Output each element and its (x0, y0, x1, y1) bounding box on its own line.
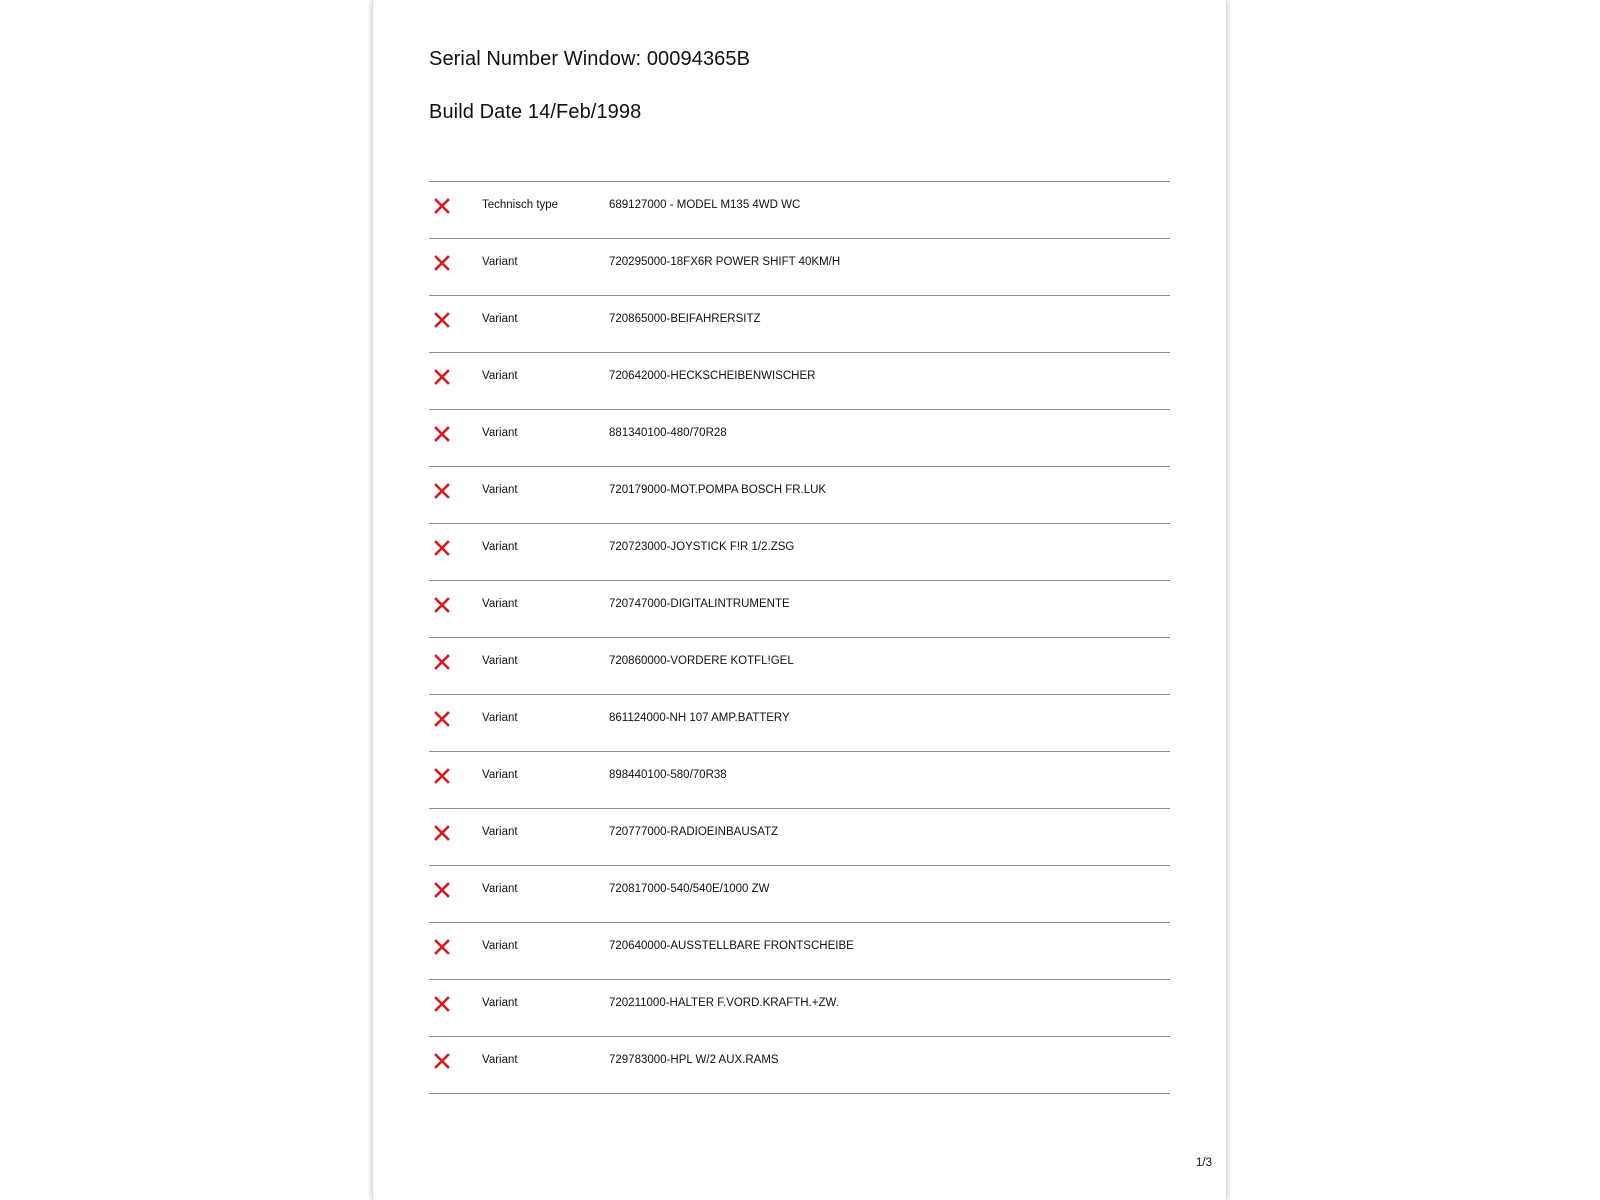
row-value: 720211000-HALTER F.VORD.KRAFTH.+ZW. (609, 997, 839, 1009)
row-value: 720817000-540/540E/1000 ZW (609, 883, 770, 895)
row-value: 720747000-DIGITALINTRUMENTE (609, 598, 790, 610)
build-date-title: Build Date 14/Feb/1998 (429, 101, 642, 123)
row-type: Variant (482, 484, 518, 496)
row-type: Variant (482, 313, 518, 325)
row-type: Variant (482, 997, 518, 1009)
variant-table (429, 181, 1170, 1094)
table-row (429, 1037, 1170, 1094)
row-value: 720179000-MOT.POMPA BOSCH FR.LUK (609, 484, 827, 496)
row-value: 881340100-480/70R28 (609, 427, 727, 439)
table-row (429, 752, 1170, 809)
table-row (429, 581, 1170, 638)
page-number: 1/3 (1196, 1157, 1212, 1169)
close-x-icon (433, 254, 451, 272)
table-row (429, 866, 1170, 923)
row-type: Variant (482, 541, 518, 553)
table-row (429, 353, 1170, 410)
close-x-icon (433, 995, 451, 1013)
close-x-icon (433, 596, 451, 614)
close-x-icon (433, 197, 451, 215)
table-row (429, 296, 1170, 353)
row-type: Variant (482, 940, 518, 952)
close-x-icon (433, 539, 451, 557)
row-type: Variant (482, 712, 518, 724)
table-row (429, 239, 1170, 296)
row-type: Variant (482, 370, 518, 382)
row-value: 720777000-RADIOEINBAUSATZ (609, 826, 779, 838)
row-value: 720723000-JOYSTICK F!R 1/2.ZSG (609, 541, 795, 553)
table-row (429, 923, 1170, 980)
close-x-icon (433, 482, 451, 500)
close-x-icon (433, 824, 451, 842)
row-value: 898440100-580/70R38 (609, 769, 727, 781)
serial-number-title: Serial Number Window: 00094365B (429, 48, 751, 70)
row-value: 729783000-HPL W/2 AUX.RAMS (609, 1054, 779, 1066)
table-row (429, 410, 1170, 467)
row-type: Technisch type (482, 199, 559, 211)
table-row (429, 980, 1170, 1037)
row-value: 689127000 - MODEL M135 4WD WC (609, 199, 801, 211)
row-type: Variant (482, 256, 518, 268)
close-x-icon (433, 767, 451, 785)
close-x-icon (433, 710, 451, 728)
row-type: Variant (482, 655, 518, 667)
row-value: 720642000-HECKSCHEIBENWISCHER (609, 370, 816, 382)
table-row (429, 182, 1170, 239)
close-x-icon (433, 938, 451, 956)
row-value: 720860000-VORDERE KOTFL!GEL (609, 655, 794, 667)
table-row (429, 809, 1170, 866)
table-row (429, 467, 1170, 524)
row-value: 720640000-AUSSTELLBARE FRONTSCHEIBE (609, 940, 854, 952)
row-type: Variant (482, 1054, 518, 1066)
row-type: Variant (482, 883, 518, 895)
row-type: Variant (482, 826, 518, 838)
row-type: Variant (482, 427, 518, 439)
row-type: Variant (482, 598, 518, 610)
table-row (429, 695, 1170, 752)
row-value: 720865000-BEIFAHRERSITZ (609, 313, 761, 325)
row-value: 720295000-18FX6R POWER SHIFT 40KM/H (609, 256, 841, 268)
close-x-icon (433, 653, 451, 671)
close-x-icon (433, 881, 451, 899)
table-row (429, 524, 1170, 581)
document-page (372, 0, 1227, 1200)
close-x-icon (433, 1052, 451, 1070)
close-x-icon (433, 425, 451, 443)
row-type: Variant (482, 769, 518, 781)
close-x-icon (433, 311, 451, 329)
table-row (429, 638, 1170, 695)
close-x-icon (433, 368, 451, 386)
row-value: 861124000-NH 107 AMP.BATTERY (609, 712, 790, 724)
